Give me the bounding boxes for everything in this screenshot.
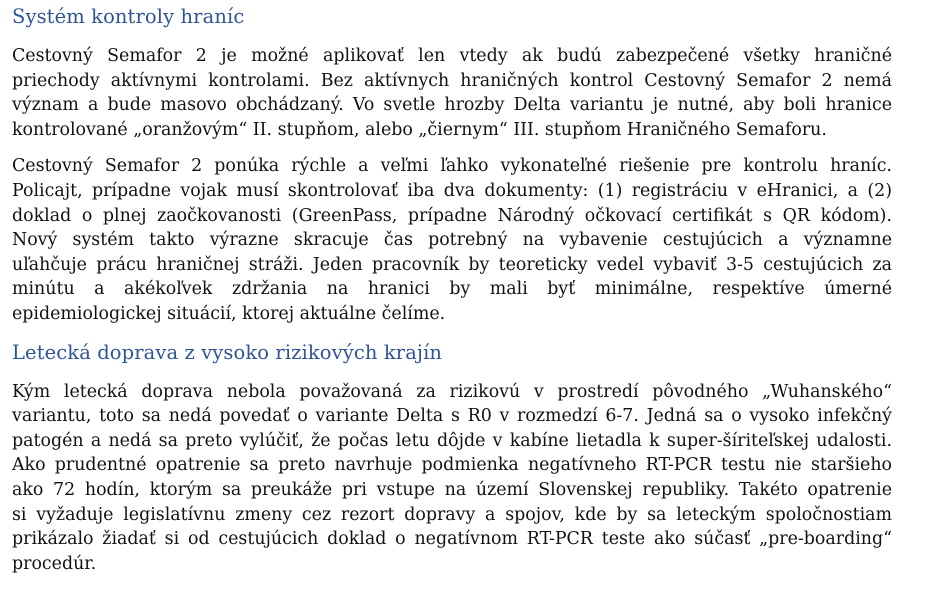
- text-line: uľahčuje prácu hraničnej stráži. Jeden pracovník by teoreticky vedel vybaviť 3-5 cestujúcich za: [12, 254, 892, 275]
- text-line: kontrolované „oranžovým“ II. stupňom, alebo „čiernym“ III. stupňom Hraničného Semaforu.: [12, 119, 827, 140]
- text-line: význam a bude masovo obchádzaný. Vo svetle hrozby Delta variantu je nutné, aby boli hranice: [12, 95, 892, 116]
- text-line: doklad o plnej zaočkovanosti (GreenPass, prípadne Národný očkovací certifikát s QR kódom).: [12, 205, 892, 226]
- text-line: procedúr.: [12, 553, 97, 574]
- text-line: Cestovný Semafor 2 ponúka rýchle a veľmi ľahko vykonateľné riešenie pre kontrolu hraníc.: [12, 156, 892, 177]
- text-line: Kým letecká doprava nebola považovaná za rizikovú v prostredí pôvodného „Wuhanského“: [12, 381, 892, 402]
- paragraph-border-control-2: [12, 154, 892, 326]
- text-line: patogén a nedá sa preto vylúčiť, že počas letu dôjde v kabíne lietadla k super-šíriteľskej udalosti.: [12, 430, 892, 451]
- text-line: prikázalo žiadať si od cestujúcich doklad o negatívnom RT-PCR teste ako súčasť „pre-boarding“: [12, 529, 892, 550]
- text-line: si vyžaduje legislatívnu zmeny cez rezort dopravy a spojov, kde by sa leteckým spoločnostiam: [12, 504, 892, 525]
- text-line: Ako prudentné opatrenie sa preto navrhuje podmienka negatívneho RT-PCR testu nie staršieho: [12, 455, 892, 476]
- text-line: minútu a akékoľvek zdržania na hranici by mali byť minimálne, respektíve úmerné: [12, 279, 892, 300]
- section-heading-air-transport: Letecká doprava z vysoko rizikových krajín: [12, 340, 443, 364]
- paragraph-border-control-1: [12, 44, 892, 142]
- section-heading-border-control: Systém kontroly hraníc: [12, 5, 245, 28]
- text-line: Policajt, prípadne vojak musí skontrolovať iba dva dokumenty: (1) registráciu v eHranici, a (2): [12, 180, 892, 201]
- text-line: Cestovný Semafor 2 je možné aplikovať len vtedy ak budú zabezpečené všetky hraničné: [12, 46, 892, 66]
- text-line: variantu, toto sa nedá povedať o variante Delta s R0 v rozmedzí 6-7. Jedná sa o vysoko infekčný: [12, 406, 892, 427]
- paragraph-air-transport-1: [12, 380, 892, 577]
- document-page: [12, 4, 892, 576]
- text-line: ako 72 hodín, ktorým sa preukáže pri vstupe na území Slovenskej republiky. Takéto opatrenie: [12, 479, 892, 500]
- text-line: priechody aktívnymi kontrolami. Bez aktívnych hraničných kontrol Cestovný Semafor 2 nemá: [12, 70, 892, 91]
- text-line: Nový systém takto výrazne skracuje čas potrebný na vybavenie cestujúcich a významne: [12, 230, 892, 251]
- text-line: epidemiologickej situácií, ktorej aktuálne čelíme.: [12, 303, 446, 324]
